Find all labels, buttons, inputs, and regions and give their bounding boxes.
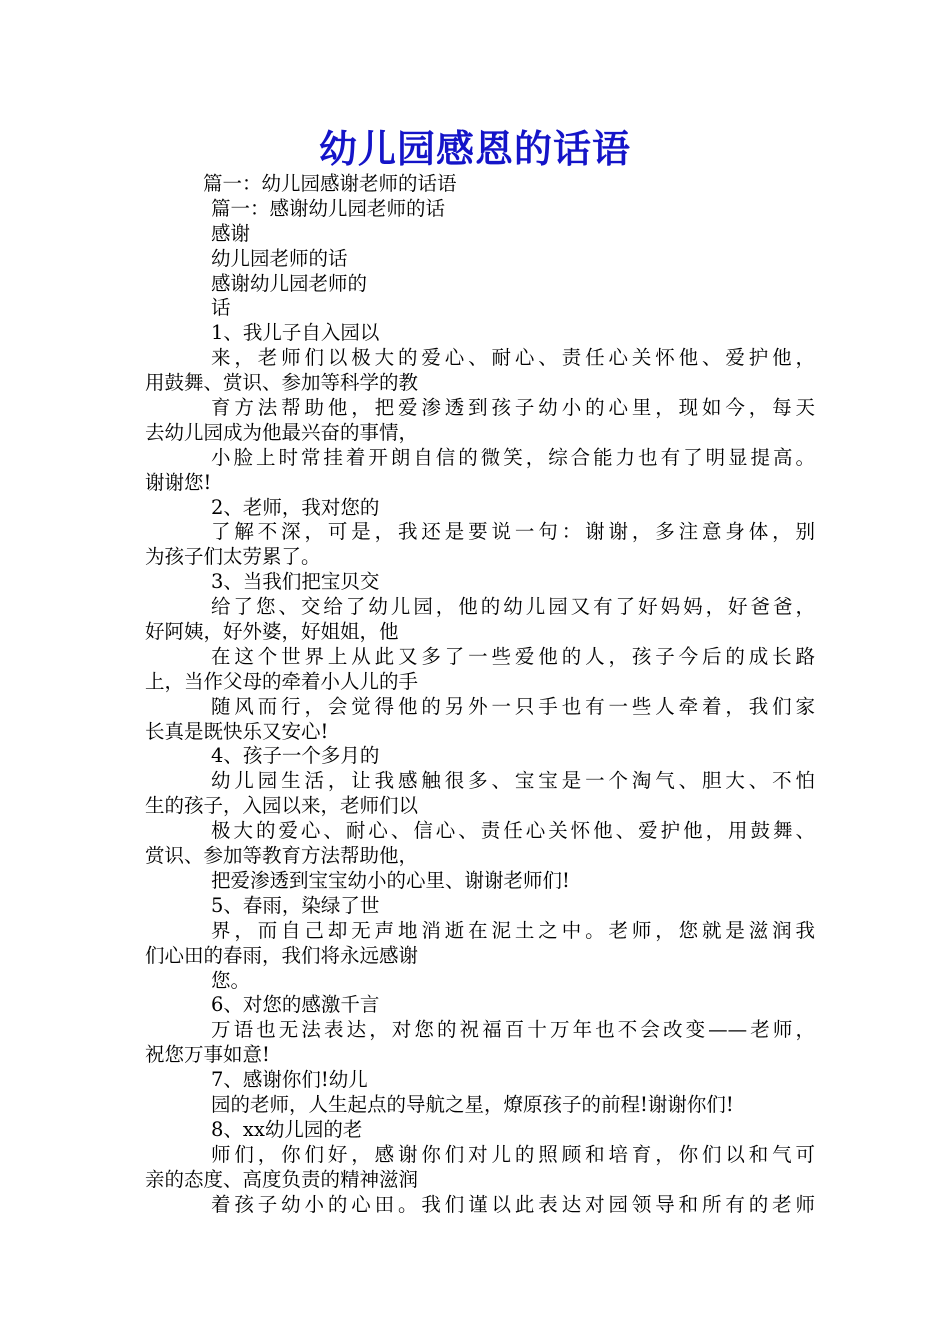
- text-line: 园的老师，人生起点的导航之星，燎原孩子的前程!谢谢你们!: [211, 1092, 734, 1116]
- document-body: [145, 172, 815, 1217]
- text-line: 3、当我们把宝贝交: [211, 570, 380, 594]
- text-line: 在这个世界上从此又多了一些爱他的人，孩子今后的成长路: [211, 644, 815, 668]
- text-line: 幼儿园老师的话: [211, 246, 348, 270]
- text-line: 把爱渗透到宝宝幼小的心里、谢谢老师们!: [211, 868, 570, 892]
- text-line: 用鼓舞、赏识、参加等科学的教: [145, 371, 419, 395]
- text-line: 育方法帮助他，把爱渗透到孩子幼小的心里，现如今，每天: [211, 396, 815, 420]
- document-title: 幼儿园感恩的话语: [318, 126, 631, 171]
- text-line: 篇一：幼儿园感谢老师的话语: [203, 172, 457, 195]
- text-line: 感谢: [211, 221, 251, 245]
- text-line: 5、春雨，染绿了世: [211, 893, 380, 917]
- text-line: 感谢幼儿园老师的: [211, 271, 368, 295]
- text-line: 话: [211, 296, 231, 320]
- text-line: 亲的态度、高度负责的精神滋润: [145, 1167, 419, 1191]
- text-line: 4、孩子一个多月的: [211, 744, 380, 768]
- text-line: 长真是既快乐又安心!: [145, 719, 329, 743]
- text-line: 万语也无法表达，对您的祝福百十万年也不会改变——老师，: [211, 1018, 815, 1042]
- text-line: 您。: [211, 968, 251, 992]
- text-line: 为孩子们太劳累了。: [145, 545, 321, 569]
- text-line: 了解不深，可是，我还是要说一句：谢谢，多注意身体，别: [211, 520, 815, 544]
- text-line: 界，而自己却无声地消逝在泥土之中。老师，您就是滋润我: [211, 918, 815, 942]
- text-line: 7、感谢你们!幼儿: [211, 1068, 368, 1092]
- text-line: 师们，你们好，感谢你们对儿的照顾和培育，你们以和气可: [211, 1142, 815, 1166]
- text-line: 6、对您的感激千言: [211, 993, 380, 1017]
- text-line: 们心田的春雨，我们将永远感谢: [145, 943, 419, 967]
- text-line: 2、老师，我对您的: [211, 495, 380, 519]
- text-line: 去幼儿园成为他最兴奋的事情，: [145, 420, 419, 444]
- text-line: 赏识、参加等教育方法帮助他，: [145, 844, 419, 868]
- text-line: 好阿姨，好外婆，好姐姐，他: [145, 620, 399, 644]
- text-line: 生的孩子，入园以来，老师们以: [145, 794, 419, 818]
- text-line: 1、我儿子自入园以: [211, 321, 380, 345]
- text-line: 谢谢您!: [145, 470, 212, 494]
- text-line: 极大的爱心、耐心、信心、责任心关怀他、爱护他，用鼓舞、: [211, 819, 815, 843]
- text-line: 随风而行，会觉得他的另外一只手也有一些人牵着，我们家: [211, 694, 815, 718]
- text-line: 小脸上时常挂着开朗自信的微笑，综合能力也有了明显提高。: [211, 445, 815, 469]
- text-line: 幼儿园生活，让我感触很多、宝宝是一个淘气、胆大、不怕: [211, 769, 815, 793]
- text-line: 篇一：感谢幼儿园老师的话: [211, 196, 446, 220]
- text-line: 着孩子幼小的心田。我们谨以此表达对园领导和所有的老师: [211, 1192, 815, 1216]
- text-line: 给了您、交给了幼儿园，他的幼儿园又有了好妈妈，好爸爸，: [211, 595, 815, 619]
- text-line: 上，当作父母的牵着小人儿的手: [145, 669, 419, 693]
- text-line: 8、xx幼儿园的老: [211, 1117, 363, 1141]
- text-line: 祝您万事如意!: [145, 1043, 270, 1067]
- text-line: 来，老师们以极大的爱心、耐心、责任心关怀他、爱护他，: [211, 346, 815, 370]
